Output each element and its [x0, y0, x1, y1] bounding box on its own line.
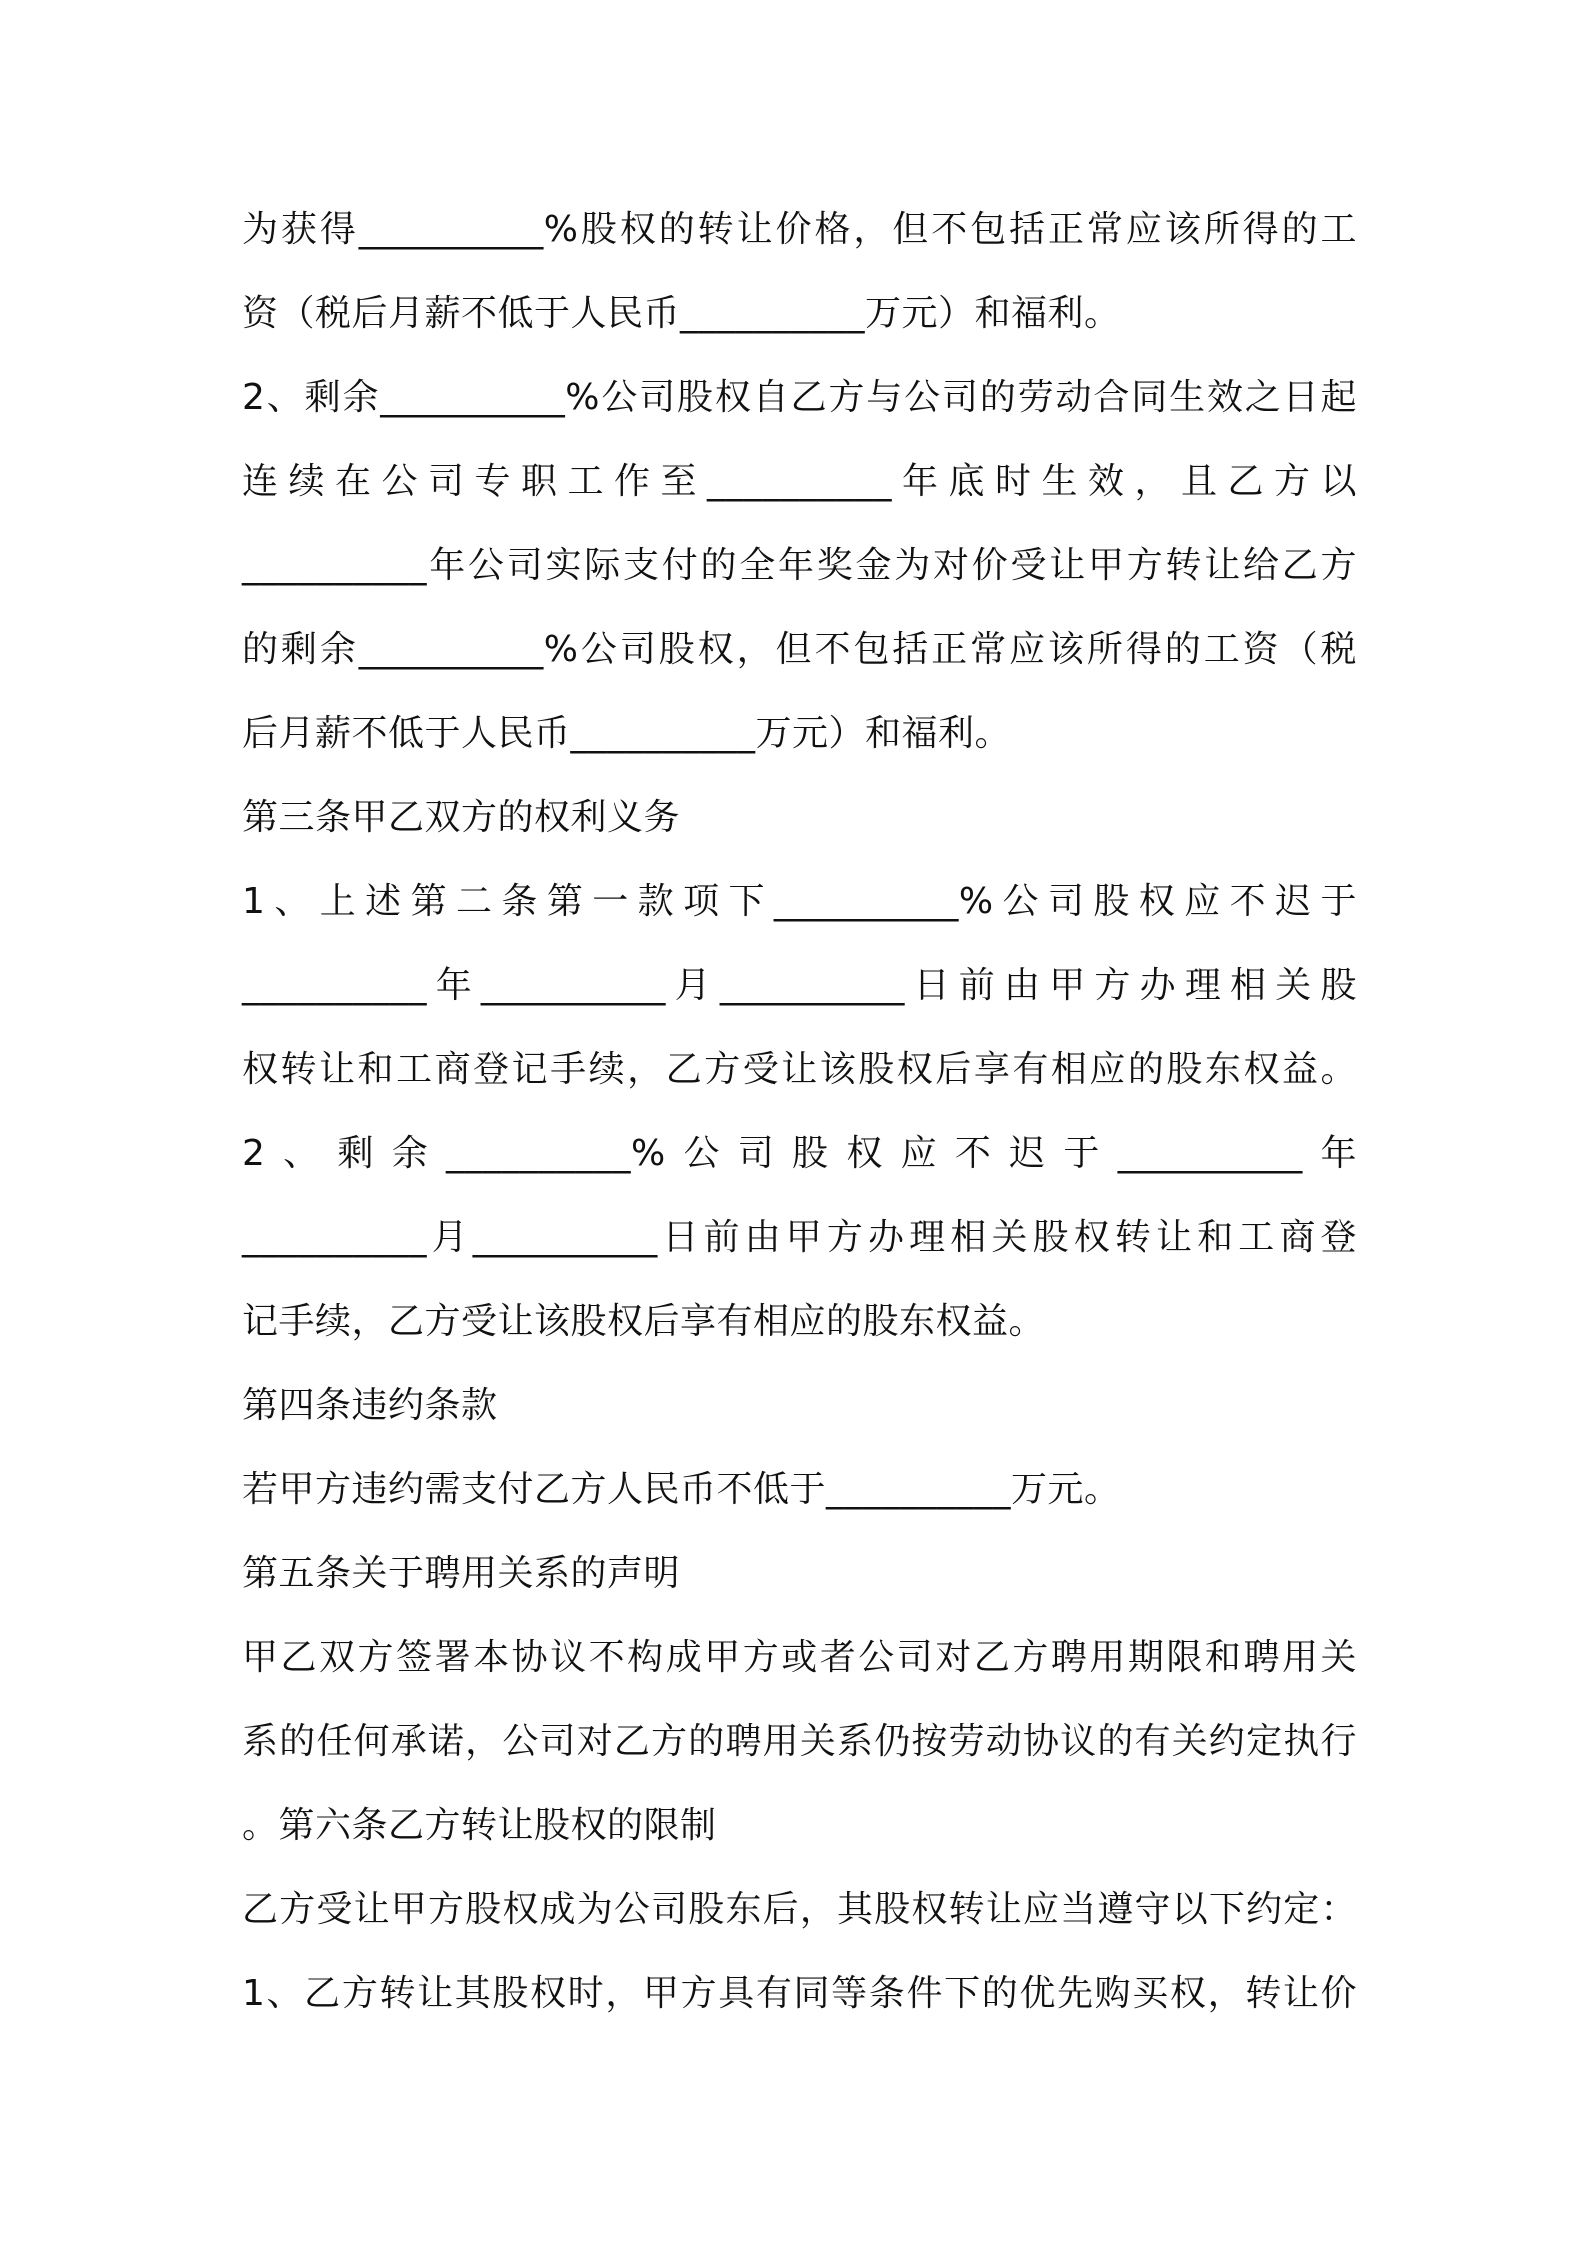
section-heading: 第三条甲乙双方的权利义务 [242, 797, 681, 838]
text-line: 的剩余__________%公司股权，但不包括正常应该所得的工资（税 [242, 629, 1357, 670]
text-line: 系的任何承诺，公司对乙方的聘用关系仍按劳动协议的有关约定执行 [242, 1721, 1357, 1762]
text-line: 乙方受让甲方股权成为公司股东后，其股权转让应当遵守以下约定： [242, 1889, 1357, 1930]
text-line: __________年公司实际支付的全年奖金为对价受让甲方转让给乙方 [242, 545, 1357, 586]
text-line: 2、剩余__________%公司股权自乙方与公司的劳动合同生效之日起 [242, 377, 1357, 418]
text-line: __________月__________日前由甲方办理相关股权转让和工商登 [242, 1217, 1357, 1258]
text-line: 资（税后月薪不低于人民币__________万元）和福利。 [242, 293, 1121, 334]
text-line: 权转让和工商登记手续，乙方受让该股权后享有相应的股东权益。 [242, 1049, 1357, 1090]
section-heading: 。第六条乙方转让股权的限制 [242, 1805, 717, 1846]
text-line: 记手续，乙方受让该股权后享有相应的股东权益。 [242, 1301, 1046, 1342]
text-line: 1、乙方转让其股权时，甲方具有同等条件下的优先购买权，转让价 [242, 1973, 1357, 2014]
text-line: 连续在公司专职工作至__________年底时生效，且乙方以 [242, 461, 1357, 502]
text-line: 甲乙双方签署本协议不构成甲方或者公司对乙方聘用期限和聘用关 [242, 1637, 1357, 1678]
section-heading: 第五条关于聘用关系的声明 [242, 1553, 681, 1594]
text-line: 1、上述第二条第一款项下__________%公司股权应不迟于 [242, 881, 1357, 922]
text-line: 若甲方违约需支付乙方人民币不低于__________万元。 [242, 1469, 1121, 1510]
text-line: 为获得__________%股权的转让价格，但不包括正常应该所得的工 [242, 209, 1357, 250]
text-line: 2、剩余__________%公司股权应不迟于__________年 [242, 1133, 1357, 1174]
section-heading: 第四条违约条款 [242, 1385, 498, 1426]
text-line: 后月薪不低于人民币__________万元）和福利。 [242, 713, 1012, 754]
text-line: __________年__________月__________日前由甲方办理相关股 [242, 965, 1357, 1006]
